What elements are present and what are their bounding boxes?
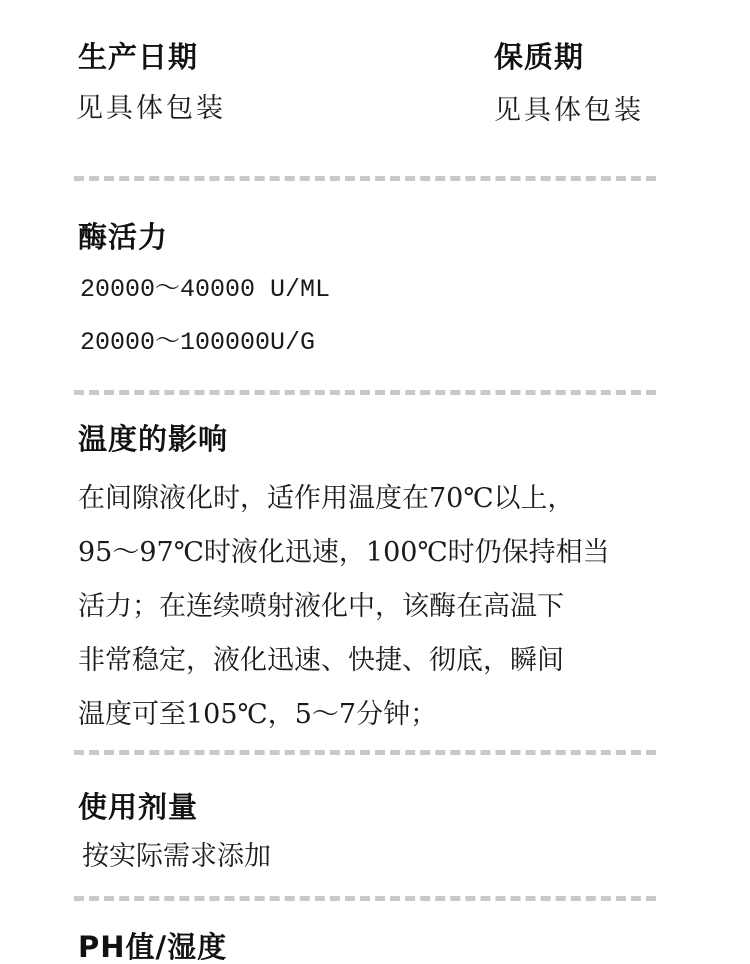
enzyme-activity-value-liquid: 20000～40000 U/ML (80, 275, 331, 304)
paragraph-line: 温度可至105℃，5～7分钟； (78, 699, 438, 730)
shelf-life-label: 保质期 (494, 40, 585, 74)
paragraph-line: 非常稳定，液化迅速、快捷、彻底，瞬间 (78, 645, 564, 676)
enzyme-activity-label: 酶活力 (78, 220, 169, 254)
paragraph-line: 95～97℃时液化迅速，100℃时仍保持相当 (78, 537, 610, 568)
shelf-life-value: 见具体包装 (494, 95, 644, 126)
section-divider (74, 176, 656, 181)
temperature-effect-label: 温度的影响 (78, 422, 229, 456)
dosage-label: 使用剂量 (78, 790, 199, 824)
ph-humidity-label: PH值/湿度 (78, 930, 228, 964)
enzyme-activity-value-solid: 20000～100000U/G (80, 328, 316, 357)
section-divider (74, 390, 656, 395)
production-date-label: 生产日期 (78, 40, 199, 74)
temperature-effect-paragraph (78, 482, 678, 752)
production-date-value: 见具体包装 (76, 93, 226, 124)
paragraph-line: 在间隙液化时，适作用温度在70℃以上， (78, 483, 575, 514)
paragraph-line: 活力；在连续喷射液化中，该酶在高温下 (78, 591, 564, 622)
dosage-value: 按实际需求添加 (82, 841, 271, 872)
section-divider (74, 750, 656, 755)
section-divider (74, 896, 656, 901)
